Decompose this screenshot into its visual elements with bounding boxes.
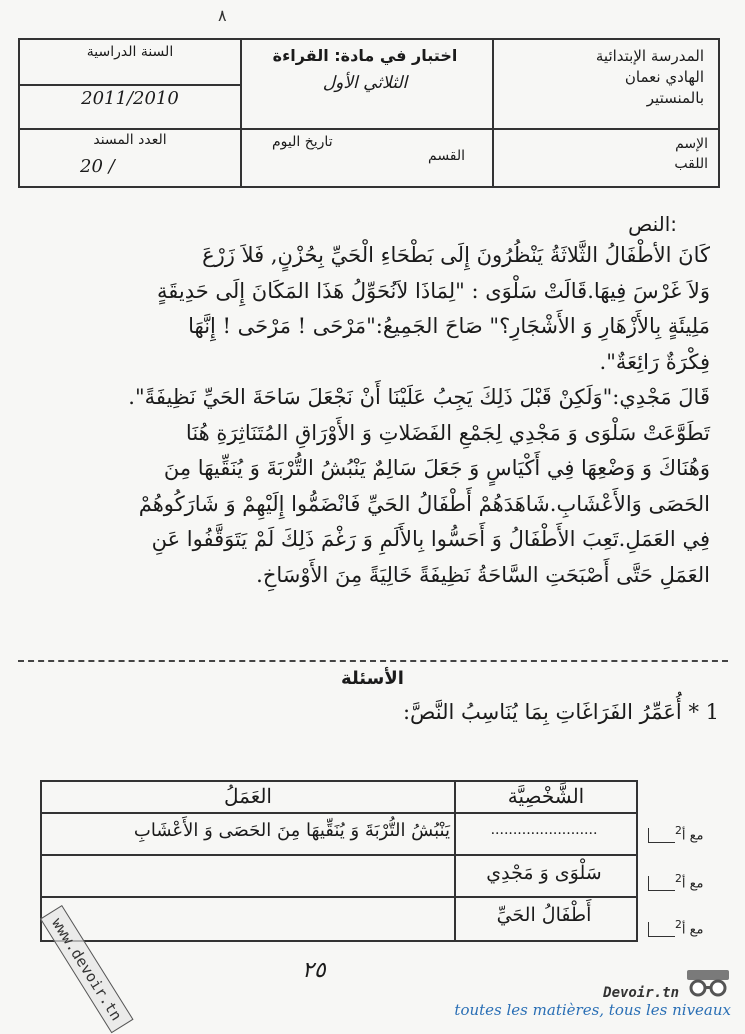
- year-label: السنة الدراسية: [86, 44, 174, 60]
- year-cell: [20, 44, 240, 60]
- question-star: *: [688, 700, 699, 724]
- row1-character[interactable]: ........................: [490, 822, 598, 838]
- passage-line: وَلاَ غَرْسَ فِيهَا.قَالَتْ سَلْوَى : "لِمَاذَا لاَنُحَوِّلُ هَذَا المَكَانَ إِلَى حَدِيقَةٍ: [156, 278, 710, 303]
- exam-term: الثلاثي الأول: [322, 73, 408, 93]
- year-value-cell: [20, 88, 240, 109]
- question-text: أُعَمِّرُ الفَرَاغَاتِ بِمَا يُنَاسِبُ النَّصَّ:: [402, 700, 682, 724]
- passage-line: فِكْرَةٌ رَائِعَةٌ".: [599, 349, 710, 374]
- name-label: الإسم: [675, 136, 708, 152]
- passage-line: وَهُنَاكَ وَ وَضْعِهَا فِي أَكْيَاسٍ وَ جَعَلَ سَالِمٌ يَنْبُشُ التُّرْبَةَ وَ يُنَقِّيهَا مِنَ: [163, 456, 710, 480]
- brand-footer: [454, 985, 731, 1019]
- passage-line: مَلِيئَةٍ بِالأَزْهَارِ وَ الأَشْجَارِ؟" صَاحَ الجَمِيعُ:"مَرْحَى ! مَرْحَى ! إِنَّهَا: [188, 314, 710, 338]
- exam-title: اختبار في مادة: القراءة: [272, 46, 458, 65]
- school-info: [494, 46, 704, 109]
- school-line: المدرسة الإبتدائية: [595, 47, 704, 65]
- school-line: الهادي نعمان: [624, 68, 704, 86]
- brand-tagline: toutes les matières, tous les niveaux: [454, 1001, 731, 1019]
- row3-character: أَطْفَالُ الحَيِّ: [496, 904, 592, 926]
- brand-name[interactable]: Devoir.tn: [603, 985, 679, 1001]
- name-fields: [588, 134, 708, 174]
- score-value: 20 /: [80, 156, 115, 177]
- row2-character: سَلْوَى وَ مَجْدِي: [486, 862, 602, 884]
- surname-label: اللقب: [674, 156, 708, 172]
- class-label: القسم: [428, 148, 466, 164]
- header-action: العَمَلُ: [223, 784, 272, 808]
- date-label: تاريخ اليوم: [272, 134, 333, 150]
- passage-line: تَطَوَّعَتْ سَلْوَى وَ مَجْدِي لِجَمْعِ الفَضَلاتِ وَ الأَوْرَاقِ المُتَنَاثِرَةِ هُنَا: [185, 420, 710, 445]
- score-box[interactable]: $^2$مع أ: [646, 872, 704, 891]
- passage-line: العَمَلِ حَتَّى أَصْبَحَتِ السَّاحَةُ نَظِيفَةً خَالِيَةً مِنَ الأَوْسَاخِ.: [256, 562, 710, 587]
- row1-action: يَنْبُشُ التُّرْبَةَ وَ يُنَقِّيهَا مِنَ الحَصَى وَ الأَعْشَابِ: [133, 820, 450, 841]
- year-value: 2011/2010: [81, 88, 179, 109]
- exam-header: [18, 38, 720, 188]
- passage-line: الحَصَى وَالأَعْشَابِ.شَاهَدَهُمْ أَطْفَالُ الحَيِّ فَانْضَمُّوا إِلَيْهِمْ وَ شَارَكُوهُمْ: [138, 491, 710, 516]
- question-1: [403, 700, 719, 724]
- passage-label: النص:: [628, 212, 677, 236]
- top-mark: ٨: [218, 6, 227, 25]
- page-number: ٢٥: [302, 958, 326, 983]
- reading-passage: [20, 238, 710, 593]
- divider: [18, 660, 728, 662]
- passage-line: كَانَ الأطْفَالُ الثَّلاثَةُ يَنْظُرُونَ إِلَى بَطْحَاءِ الْحَيِّ بِحُزْنٍ, فَلاَ زَرْعَ: [202, 243, 710, 267]
- question-number: 1: [705, 700, 719, 724]
- passage-line: قَالَ مَجْدِي:"وَلَكِنْ قَبْلَ ذَلِكَ يَجِبُ عَلَيْنَا أَنْ نَجْعَلَ سَاحَةَ الحَيِّ نَظِيفَةً".: [128, 385, 710, 409]
- school-line: بالمنستير: [646, 89, 704, 107]
- header-character: الشَّخْصِيَّة: [507, 784, 585, 808]
- passage-line: فِي العَمَلِ.تَعِبَ الأَطْفَالُ وَ أَحَسُّوا بِالأَلَمِ وَ رَغْمَ ذَلِكَ لَمْ يَتَوَقَّفُوا عَنِ: [151, 527, 710, 551]
- score-label: العدد المسند: [93, 132, 167, 148]
- questions-title: الأسئلة: [341, 668, 404, 689]
- watermark-stamp: www.devoir.tn: [40, 905, 134, 1034]
- exam-title-cell: [246, 46, 484, 93]
- score-box[interactable]: $^2$مع أ: [646, 824, 704, 843]
- character-action-table: [40, 780, 638, 942]
- score-box[interactable]: $^2$مع أ: [646, 918, 704, 937]
